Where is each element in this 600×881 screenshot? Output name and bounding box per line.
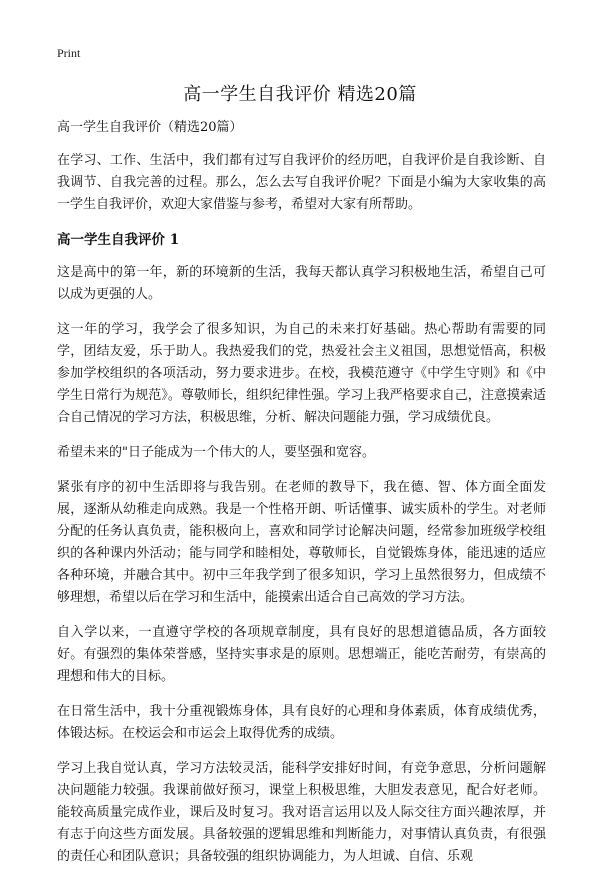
document-body	[57, 117, 546, 881]
document-title: 高一学生自我评价 精选20篇	[183, 84, 417, 105]
document-subtitle: 高一学生自我评价（精选20篇）	[57, 120, 243, 135]
body-paragraph: 希望未来的"日子能成为一个伟大的人，要坚强和宽容。	[57, 445, 375, 460]
intro-paragraph: 在学习、工作、生活中，我们都有过写自我评价的经历吧，自我评价是自我诊断、自我调节、自我完善的过程。那么，怎么去写自我评价呢？下面是小编为大家收集的高一学生自我评价，欢迎大家借鉴与参考，希望对大家有所帮助。	[57, 153, 546, 212]
body-paragraph: 这是高中的第一年，新的环境新的生活，我每天都认真学习积极地生活，希望自己可以成为更强的人。	[57, 265, 546, 302]
body-paragraph: 学习上我自觉认真，学习方法较灵活，能科学安排好时间，有竞争意思，分析问题解决问题能力较强。我课前做好预习，课堂上积极思维，大胆发表意见，配合好老师。能较高质量完成作业，课后及时复习。我对语言运用以及人际交往方面兴趣浓厚，并有志于向这些方面发展。具备较强的逻辑思维和判断能力，对事情认真负责，有很强的责任心和团队意识；具备较强的组织协调能力，为人坦诚、自信、乐观	[57, 761, 546, 864]
section-heading: 高一学生自我评价 1	[57, 232, 180, 248]
print-link[interactable]: Print	[57, 46, 81, 60]
body-paragraph: 这一年的学习，我学会了很多知识，为自己的未来打好基础。热心帮助有需要的同学，团结友爱，乐于助人。我热爱我们的党，热爱社会主义祖国，思想觉悟高，积极参加学校组织的各项活动，努力要求进步。在校，我模范遵守《中学生守则》和《中学生日常行为规范》。尊敬师长，组织纪律性强。学习上我严格要求自己，注意摸索适合自己情况的学习方法，积极思维，分析、解决问题能力强，学习成绩优良。	[57, 322, 546, 425]
body-paragraph: 紧张有序的初中生活即将与我告别。在老师的教导下，我在德、智、体方面全面发展，逐渐从幼稚走向成熟。我是一个性格开朗、听话懂事、诚实质朴的学生。对老师分配的任务认真负责，能积极向上，喜欢和同学讨论解决问题，经常参加班级学校组织的各种课内外活动；能与同学和睦相处，尊敬师长，自觉锻炼身体，能迅速的适应各种环境，并融合其中。初中三年我学到了很多知识，学习上虽然很努力，但成绩不够理想，希望以后在学习和生活中，能摸索出适合自己高效的学习方法。	[57, 480, 546, 605]
body-paragraph: 自入学以来，一直遵守学校的各项规章制度，具有良好的思想道德品质，各方面较好。有强烈的集体荣誉感，坚持实事求是的原则。思想端正，能吃苦耐劳，有崇高的理想和伟大的目标。	[57, 625, 546, 684]
body-paragraph: 在日常生活中，我十分重视锻炼身体，具有良好的心理和身体素质，体育成绩优秀，体锻达标。在校运会和市运会上取得优秀的成绩。	[57, 704, 546, 741]
